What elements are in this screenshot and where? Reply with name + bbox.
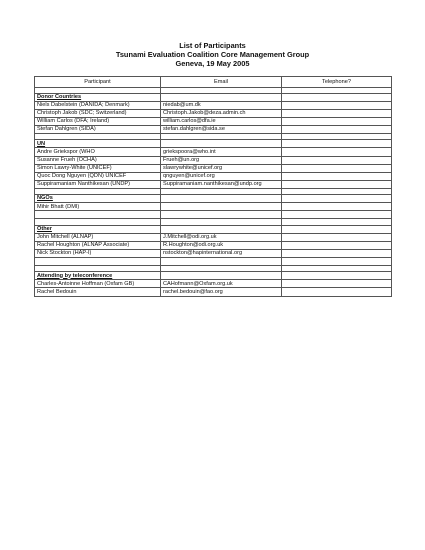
section-email-cell <box>161 195 282 203</box>
telephone-cell <box>282 211 392 219</box>
participant-cell <box>35 257 161 265</box>
column-header-telephone: Telephone? <box>282 77 392 88</box>
table-row <box>35 126 392 134</box>
document-date-location: Geneva, 19 May 2005 <box>175 59 250 68</box>
telephone-cell <box>282 257 392 265</box>
section-email-cell <box>161 140 282 148</box>
email-cell: Frueh@un.org <box>161 156 282 164</box>
participant-cell: Quoc Dong Nguyen (QDN) UNICEF <box>35 172 161 180</box>
table-header-row <box>35 77 392 88</box>
section-header-row <box>35 93 392 101</box>
email-cell: stefan.dahlgren@sida.se <box>161 126 282 134</box>
section-header-row <box>35 225 392 233</box>
telephone-cell <box>282 241 392 249</box>
email-cell: niedab@um.dk <box>161 101 282 109</box>
participant-cell: Niels Dabelstein (DANIDA; Denmark) <box>35 101 161 109</box>
telephone-cell <box>282 249 392 257</box>
participant-cell: John Mitchell (ALNAP) <box>35 233 161 241</box>
table-row <box>35 164 392 172</box>
section-header-row <box>35 140 392 148</box>
table-row <box>35 101 392 109</box>
table-row <box>35 203 392 211</box>
section-email-cell <box>161 272 282 280</box>
table-row <box>35 180 392 188</box>
table-row <box>35 117 392 125</box>
participant-cell: Susanne Frueh (OCHA) <box>35 156 161 164</box>
telephone-cell <box>282 164 392 172</box>
section-title: Donor Countries <box>35 93 161 101</box>
table-row <box>35 156 392 164</box>
email-cell: Suppiramaniam.nanthikesan@undp.org <box>161 180 282 188</box>
section-header-row <box>35 195 392 203</box>
section-title: Attending by teleconference <box>35 272 161 280</box>
participant-cell: Suppiramaniam Nanthikesan (UNDP) <box>35 180 161 188</box>
email-cell: J.Mitchell@odi.org.uk <box>161 233 282 241</box>
section-telephone-cell <box>282 93 392 101</box>
telephone-cell <box>282 172 392 180</box>
participant-cell: Rachel Bedouin <box>35 288 161 296</box>
telephone-cell <box>282 101 392 109</box>
table-row <box>35 249 392 257</box>
table-row <box>35 288 392 296</box>
section-title: Other <box>35 225 161 233</box>
participant-cell: Rachel Houghton (ALNAP Associate) <box>35 241 161 249</box>
participant-cell: Christoph Jakob (SDC; Switzerland) <box>35 109 161 117</box>
participant-cell: Nick Stockton (HAP-I) <box>35 249 161 257</box>
email-cell: griekspoora@who.int <box>161 148 282 156</box>
email-cell: R.Houghton@odi.org.uk <box>161 241 282 249</box>
table-row <box>35 172 392 180</box>
section-email-cell <box>161 225 282 233</box>
participants-table <box>34 76 392 297</box>
document-title: List of Participants <box>179 41 246 50</box>
section-telephone-cell <box>282 195 392 203</box>
participant-cell: Charles-Antoinne Hoffman (Oxfam GB) <box>35 280 161 288</box>
section-telephone-cell <box>282 272 392 280</box>
telephone-cell <box>282 117 392 125</box>
telephone-cell <box>282 109 392 117</box>
participant-cell <box>35 211 161 219</box>
email-cell: rachel.bedouin@fao.org <box>161 288 282 296</box>
email-cell: slawrywhite@unicef.org <box>161 164 282 172</box>
participant-cell: William Carlos (DFA; Ireland) <box>35 117 161 125</box>
document-subtitle: Tsunami Evaluation Coalition Core Management Group <box>115 50 310 59</box>
table-row <box>35 257 392 265</box>
participant-cell: Simon Lawry-White (UNICEF) <box>35 164 161 172</box>
telephone-cell <box>282 126 392 134</box>
table-body <box>35 87 392 296</box>
telephone-cell <box>282 148 392 156</box>
section-title: NGOs <box>35 195 161 203</box>
table-row <box>35 233 392 241</box>
telephone-cell <box>282 288 392 296</box>
table-row <box>35 211 392 219</box>
table-row <box>35 109 392 117</box>
email-cell: william.carlos@dfa.ie <box>161 117 282 125</box>
telephone-cell <box>282 280 392 288</box>
table-row <box>35 280 392 288</box>
telephone-cell <box>282 180 392 188</box>
email-cell: qnguyen@unicef.org <box>161 172 282 180</box>
email-cell <box>161 257 282 265</box>
table-row <box>35 241 392 249</box>
section-header-row <box>35 272 392 280</box>
email-cell <box>161 203 282 211</box>
email-cell: CAHofmann@Oxfam.org.uk <box>161 280 282 288</box>
section-email-cell <box>161 93 282 101</box>
telephone-cell <box>282 233 392 241</box>
telephone-cell <box>282 156 392 164</box>
section-telephone-cell <box>282 140 392 148</box>
column-header-email: Email <box>161 77 282 88</box>
telephone-cell <box>282 203 392 211</box>
section-telephone-cell <box>282 225 392 233</box>
participant-cell: Mihir Bhatt (DMI) <box>35 203 161 211</box>
table-row <box>35 148 392 156</box>
section-title: UN <box>35 140 161 148</box>
column-header-participant: Participant <box>35 77 161 88</box>
email-cell: nstockton@hapinternational.org <box>161 249 282 257</box>
email-cell <box>161 211 282 219</box>
document-title-block <box>0 41 425 68</box>
email-cell: Christoph.Jakob@deza.admin.ch <box>161 109 282 117</box>
participant-cell: Stefan Dahlgren (SIDA) <box>35 126 161 134</box>
participant-cell: Andre Griekspor (WHO <box>35 148 161 156</box>
